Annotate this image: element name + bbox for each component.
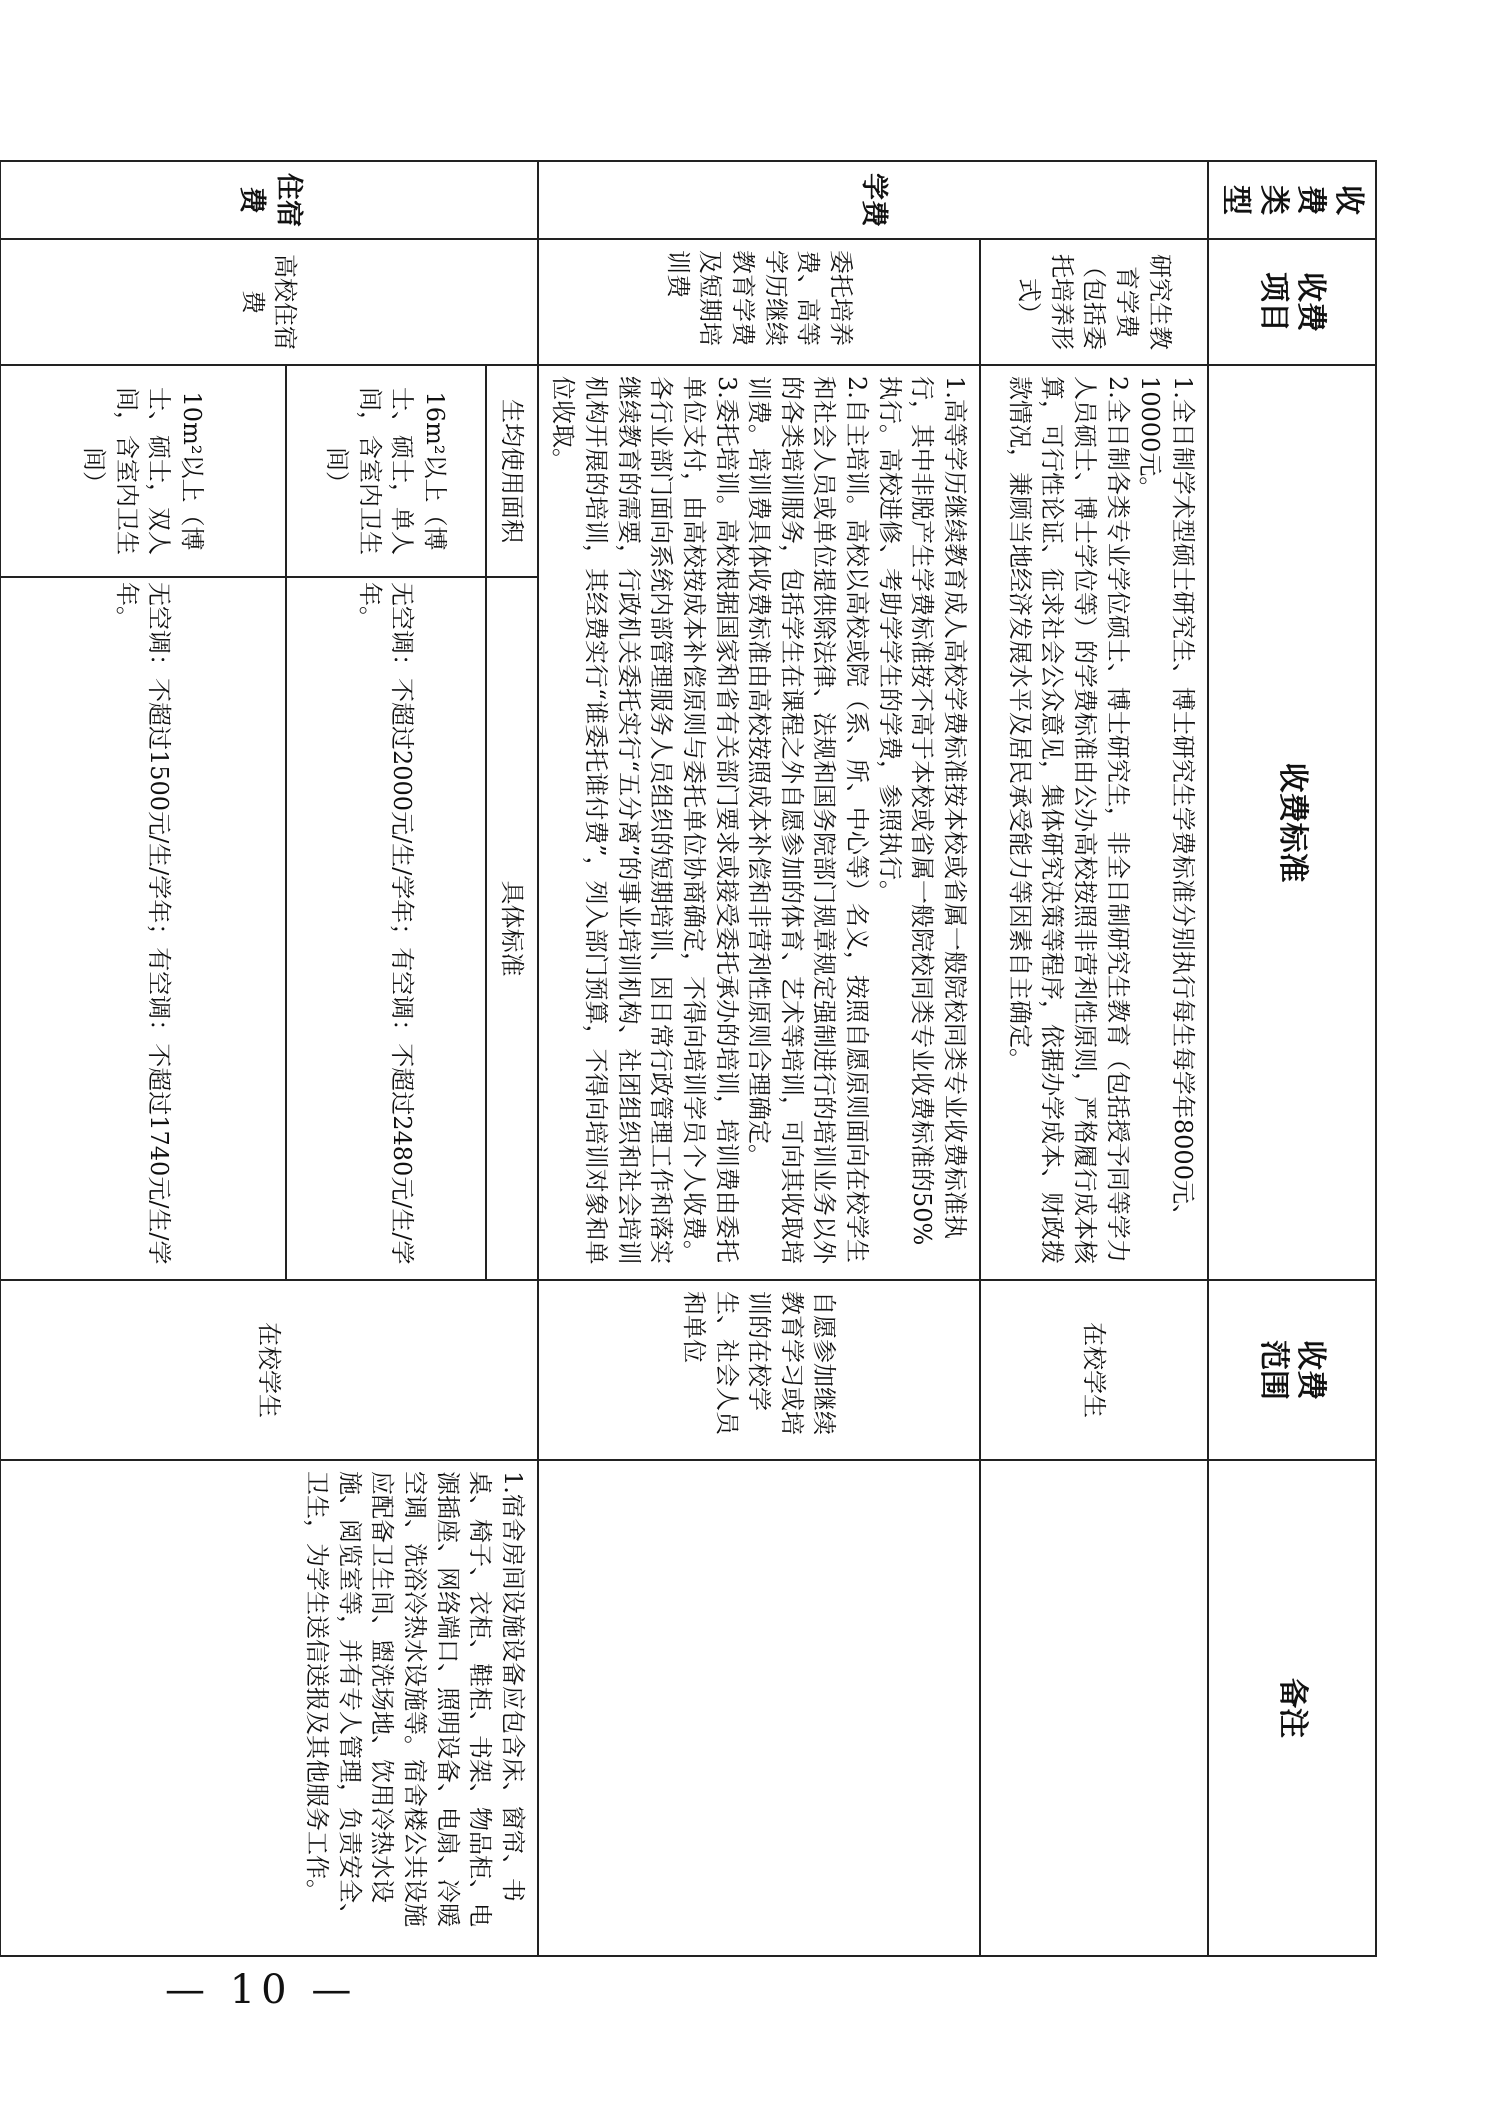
fee-type-housing: 住宿费 (0, 161, 538, 239)
training-standard-line-1: 1.高等学历继续教育成人高校学费标准按本校或省属一般院校同类专业收费标准执行，其中非脱产生学费标准按不高于本校或省属一般院校同类专业收费标准的50%执行。高校进修、考助学学生的学费，参照执行。 (875, 376, 969, 1246)
fee-schedule-table (0, 160, 1377, 1957)
standard-training-fees (538, 365, 980, 1280)
scope-training-fees: 自愿参加继续教育学习或培训的在校学生、社会人员和单位 (538, 1280, 980, 1460)
standard-single-room: 无空调：不超过2000元/生/学年；有空调：不超过2480元/生/学年。 (286, 577, 486, 1280)
remark-training-fees (538, 1460, 980, 1956)
header-row (1208, 161, 1376, 1956)
remark-grad-tuition (980, 1460, 1208, 1956)
fee-type-tuition: 学费 (538, 161, 1208, 239)
subheader-standard: 具体标准 (486, 577, 538, 1280)
header-remark: 备注 (1208, 1460, 1376, 1956)
area-double-room: 10m²以上（博士、硕士，双人间，含室内卫生间） (0, 365, 286, 577)
training-standard-line-3: 3.委托培训。高校根据国家和省有关部门要求或接受委托承办的培训，培训费由委托单位支付，由高校按成本补偿原则与委托单位协商确定，不得向培训学员个人收费。各行业部门面向系统内部管理服务人员组织的短期培训、因日常行政管理工作和落实继续教育的需要，行政机关委托实行“五分离”的事业培训机构、社团组织和社会培训机构开展的培训，其经费实行“谁委托谁付费”，列入部门预算，不得向培训对象和单位收取。 (549, 376, 741, 1265)
item-housing: 高校住宿费 (0, 239, 538, 365)
row-training-fees (538, 161, 980, 1956)
fee-table-rotated (80, 160, 1377, 1955)
grad-standard-line-1: 1.全日制学术型硕士研究生、博士研究生学费标准分别执行每生每学年8000元、10000元。 (1136, 376, 1197, 1228)
row-grad-tuition (980, 161, 1208, 1956)
training-standard-line-2: 2.自主培训。高校以高校或院（系、所、中心等）名义，按照自愿原则面向在校学生和社会人员或单位提供除法律、法规和国务院部门规章规定强制进行的培训业务以外的各类培训服务，包括学生在课程之外自愿参加的体育、艺术等培训，可向其收取培训费。培训费具体收费标准由高校按照成本补偿和非营利性原则合理确定。 (745, 376, 872, 1264)
page-number: — 10 — (165, 1967, 358, 2013)
item-grad-tuition: 研究生教育学费（包括委托培养形式） (980, 239, 1208, 365)
scope-housing: 在校学生 (0, 1280, 538, 1460)
subheader-area: 生均使用面积 (486, 365, 538, 577)
grad-standard-line-2: 2.全日制各类专业学位硕士、博士研究生，非全日制研究生教育（包括授予同等学力人员硕士、博士学位等）的学费标准由公办高校按照非营利性原则，严格履行成本核算，可行性论证、征求社会公众意见，集体研究决策等程序，依据办学成本、财政拨款情况，兼顾当地经济发展水平及居民承受能力等因素自主确定。 (1005, 376, 1132, 1264)
item-training-fees: 委托培养费、高等学历继续教育学费及短期培训费 (538, 239, 980, 365)
standard-double-room: 无空调：不超过1500元/生/学年；有空调：不超过1740元/生/学年。 (0, 577, 286, 1280)
standard-grad-tuition (980, 365, 1208, 1280)
header-fee-type: 收费 类型 (1208, 161, 1376, 239)
row-housing-subheader (486, 161, 538, 1956)
header-fee-standard: 收费标准 (1208, 365, 1376, 1280)
remark-housing: 1.宿舍房间设施设备应包含床、窗帘、书桌、椅子、衣柜、鞋柜、书架、物品柜、电源插座、网络端口、照明设备、电扇、冷暖空调、洗浴冷热水设施等。宿舍楼公共设施应配备卫生间、盥洗场地、饮用冷热水设施、阅览室等，并有专人管理，负责安全、卫生，为学生送信送报及其他服务工作。 (0, 1460, 538, 1956)
header-fee-scope: 收费 范围 (1208, 1280, 1376, 1460)
area-single-room: 16m²以上（博士、硕士，单人间，含室内卫生间） (286, 365, 486, 577)
scope-grad-tuition: 在校学生 (980, 1280, 1208, 1460)
header-fee-item: 收费 项目 (1208, 239, 1376, 365)
